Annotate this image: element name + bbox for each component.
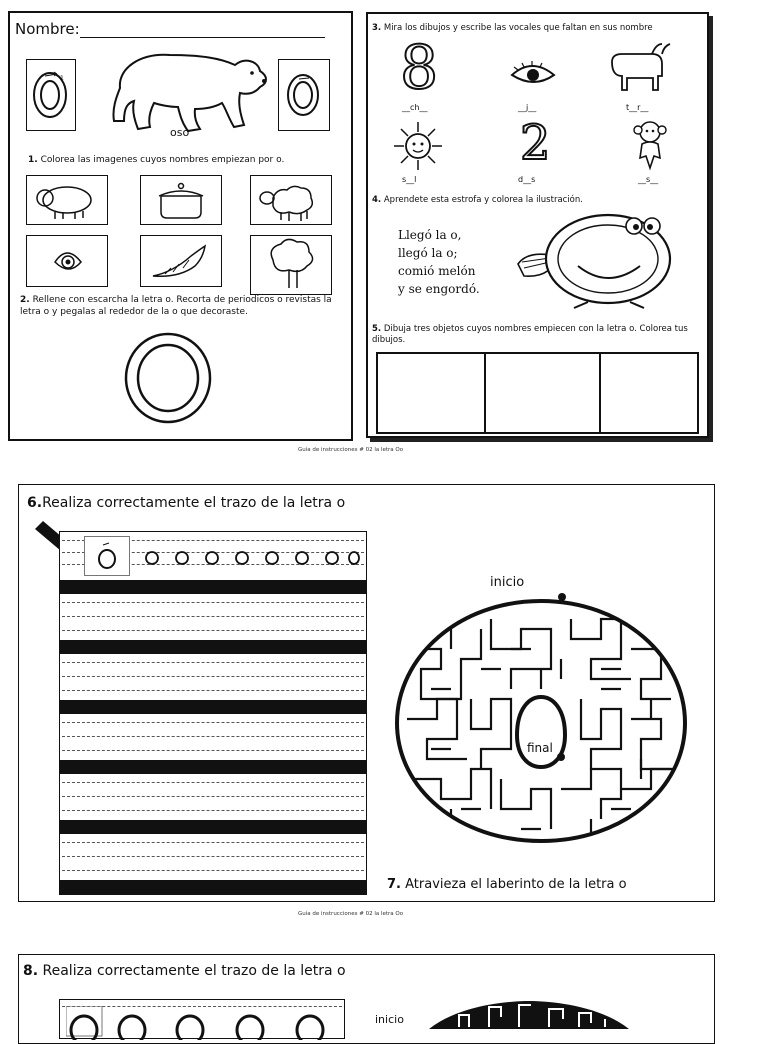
drawing-boxes <box>376 352 699 434</box>
drawing-box-3[interactable] <box>601 354 697 432</box>
exercise-4-number: 4. <box>372 195 382 205</box>
guide-line <box>62 736 364 737</box>
letter-o-box-left <box>26 59 76 131</box>
model-letter-box <box>84 536 130 576</box>
exercise-7-text: Atravieza el laberinto de la letra o <box>405 877 627 892</box>
tracing-band-3 <box>60 700 366 714</box>
page1-left-panel <box>8 11 353 441</box>
tracing-band-1 <box>60 580 366 594</box>
letter-o-outline-icon <box>27 60 74 129</box>
nombre-label: Nombre: <box>15 20 80 38</box>
maze-end-label: final <box>527 741 553 755</box>
tracing-band-5 <box>60 820 366 834</box>
eye-icon <box>27 236 106 285</box>
letter-o-outline-icon <box>279 60 328 129</box>
exercise-1-text: Colorea las imagenes cuyos nombres empiezan por o. <box>40 155 285 165</box>
letter-o-maze-2[interactable] <box>419 999 639 1029</box>
tracing-sheet-2 <box>59 999 345 1039</box>
poem-line-3: comió melón <box>398 264 476 278</box>
exercise-6-number: 6. <box>27 495 43 511</box>
maze-start-label: inicio <box>490 575 525 590</box>
page1-footer: Guía de instrucciones # 02 la letra Oo <box>298 447 404 453</box>
exercise-8-text: Realiza correctamente el trazo de la letra o <box>42 963 346 979</box>
exercise-8-number: 8. <box>23 963 39 979</box>
poem-line-4: y se engordó. <box>398 282 480 296</box>
tree-icon <box>251 236 330 293</box>
missing-vowel-word-6: __s__ <box>638 175 659 184</box>
guide-line <box>62 842 364 843</box>
letter-o-box-right <box>278 59 330 131</box>
maze-start-dot <box>558 593 566 601</box>
drawing-box-2[interactable] <box>486 354 601 432</box>
guide-line <box>62 662 364 663</box>
sun-drawing-icon <box>390 118 446 174</box>
bear-drawing-icon <box>110 43 270 138</box>
missing-vowel-word-3: t__r__ <box>626 103 649 112</box>
nombre-line <box>80 37 325 38</box>
maze-start-label-2: inicio <box>375 1013 404 1026</box>
missing-vowel-word-5: d__s <box>518 175 536 184</box>
picture-eye <box>26 235 108 287</box>
guide-line <box>62 870 364 871</box>
model-letter-o-icon <box>85 537 129 575</box>
tracing-band-2 <box>60 640 366 654</box>
exercise-1 <box>28 154 348 166</box>
maze-end-dot <box>557 753 565 761</box>
guide-line <box>62 722 364 723</box>
exercise-2 <box>20 294 350 318</box>
guide-line <box>62 810 364 811</box>
picture-tree <box>250 235 332 295</box>
guide-line <box>62 690 364 691</box>
word-oso: oso <box>170 126 190 139</box>
exercise-5-number: 5. <box>372 324 382 334</box>
exercise-3-text: Mira los dibujos y escribe las vocales que faltan en sus nombre <box>383 23 653 33</box>
exercise-1-number: 1. <box>28 155 38 165</box>
picture-wing <box>140 235 222 287</box>
exercise-5 <box>372 324 707 346</box>
picture-sheep <box>250 175 332 225</box>
number-two-drawing: 2 <box>520 115 551 171</box>
svg-text:1: 1 <box>60 75 64 82</box>
trace-letters-row-2[interactable] <box>66 1006 342 1040</box>
page2-footer: Guía de instrucciones # 02 la letra Oo <box>298 911 404 917</box>
exercise-3-number: 3. <box>372 23 382 33</box>
exercise-8 <box>23 963 346 979</box>
tracing-band-4 <box>60 760 366 774</box>
guide-line <box>62 856 364 857</box>
number-eight-drawing: 8 <box>400 33 439 103</box>
trace-letters-row[interactable] <box>140 546 360 570</box>
monkey-drawing-icon <box>626 118 674 174</box>
exercise-6-text: Realiza correctamente el trazo de la letra o <box>42 495 346 511</box>
exercise-6 <box>27 495 345 511</box>
poem-line-1: Llegó la o, <box>398 228 462 242</box>
sheep-icon <box>251 176 330 223</box>
big-letter-o-icon <box>118 328 218 428</box>
guide-line <box>62 602 364 603</box>
picture-pig <box>26 175 108 225</box>
picture-pot <box>140 175 222 225</box>
missing-vowel-word-4: s__l <box>402 175 417 184</box>
guide-line <box>62 676 364 677</box>
missing-vowel-word-2: __j__ <box>518 103 537 112</box>
page1-right-panel <box>366 12 709 438</box>
drawing-box-1[interactable] <box>378 354 486 432</box>
tracing-band-6 <box>60 880 366 894</box>
page2-panel <box>18 484 715 902</box>
guide-line <box>62 782 364 783</box>
exercise-7-number: 7. <box>387 877 401 892</box>
guide-line <box>62 750 364 751</box>
tracing-sheet <box>59 531 367 895</box>
eye-drawing-icon <box>508 59 558 89</box>
exercise-5-text: Dibuja tres objetos cuyos nombres empiecen con la letra o. Colorea tus dibujos. <box>372 324 688 345</box>
guide-line <box>62 796 364 797</box>
letter-o-maze[interactable] <box>391 589 691 849</box>
exercise-4-text: Aprendete esta estrofa y colorea la ilustración. <box>383 195 583 205</box>
fat-letter-o-character-icon <box>508 204 688 314</box>
pig-icon <box>27 176 106 223</box>
page3-panel <box>18 954 715 1044</box>
poem-line-2: llegó la o; <box>398 246 458 260</box>
poem <box>398 226 480 298</box>
missing-vowel-word-1: __ch__ <box>402 103 428 112</box>
wing-icon <box>141 236 220 285</box>
exercise-7 <box>387 877 627 892</box>
pot-icon <box>141 176 220 223</box>
exercise-2-text: Rellene con escarcha la letra o. Recorta de periodicos o revistas la letra o y pegalas al rededor de la o que decoraste. <box>20 295 332 317</box>
exercise-2-number: 2. <box>20 295 30 305</box>
guide-line <box>62 616 364 617</box>
bull-drawing-icon <box>600 40 672 98</box>
guide-line <box>62 630 364 631</box>
